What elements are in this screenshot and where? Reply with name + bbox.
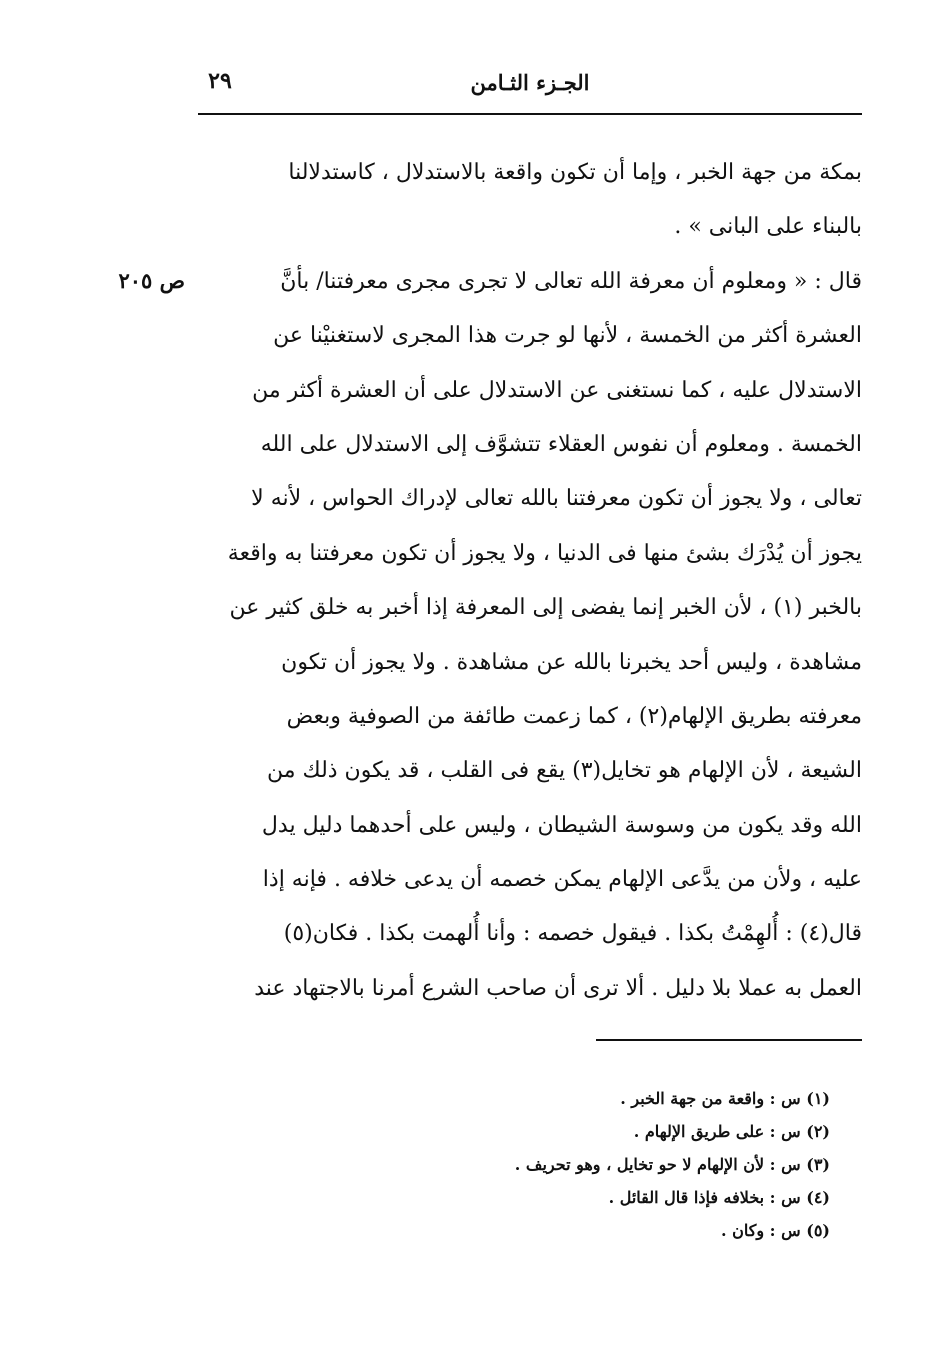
text-line: قال(٤) : أُلهِمْتُ بكذا . فيقول خصمه : وأنا أُلهمت بكذا . فكان(٥) <box>283 921 862 947</box>
text-line: مشاهدة ، وليس أحد يخبرنا بالله عن مشاهدة . ولا يجوز أن تكون <box>281 649 862 675</box>
text-line: بالبناء على البانى » . <box>674 214 862 240</box>
footnote: (٤) س : بخلافه فإذا قال القائل . <box>608 1188 830 1207</box>
text-line: العمل به عملا بلا دليل . ألا ترى أن صاحب الشرع أمرنا بالاجتهاد عند <box>254 975 862 1001</box>
text-line: بمكة من جهة الخبر ، وإما أن تكون واقعة بالاستدلال ، كاستدلالنا <box>288 160 862 185</box>
text-line: الله وقد يكون من وسوسة الشيطان ، وليس على أحدهما دليل يدل <box>261 812 862 838</box>
text-line: الخمسة . ومعلوم أن نفوس العقلاء تتشوَّف إلى الاستدلال على الله <box>260 431 862 457</box>
footnote-rule <box>596 1039 862 1041</box>
text-line: الاستدلال عليه ، كما نستغنى عن الاستدلال على أن العشرة أكثر من <box>252 377 862 403</box>
text-line: بالخبر (١) ، لأن الخبر إنما يفضى إلى المعرفة إذا أخبر به خلق كثير عن <box>229 595 862 621</box>
text-line: عليه ، ولأن من يدَّعى الإلهام يمكن خصمه أن يدعى خلافه . فإنه إذا <box>262 867 862 893</box>
main-text <box>198 146 862 1016</box>
footnote: (٥) س : وكان . <box>721 1221 830 1240</box>
running-title: الجـزء الثـامن <box>470 70 590 95</box>
page-number: ٢٩ <box>208 68 232 94</box>
text-line: قال : « ومعلوم أن معرفة الله تعالى لا تجرى مجرى معرفتنا/ بأنَّ <box>280 268 862 294</box>
header-rule <box>198 113 862 115</box>
text-line: معرفته بطريق الإلهام(٢) ، كما زعمت طائفة من الصوفية وبعض <box>286 703 862 729</box>
text-line: الشيعة ، لأن الإلهام هو تخايل(٣) يقع فى القلب ، قد يكون ذلك من <box>267 758 862 784</box>
footnote: (٢) س : على طريق الإلهام . <box>633 1122 830 1141</box>
footnote: (١) س : واقعة من جهة الخبر . <box>620 1089 830 1108</box>
text-line: تعالى ، ولا يجوز أن تكون معرفتنا بالله تعالى لإدراك الحواس ، لأنه لا <box>251 486 862 512</box>
margin-page-reference: ص ٢٠٥ <box>118 268 185 293</box>
text-line: يجوز أن يُدْرَك بشئ منها فى الدنيا ، ولا يجوز أن تكون معرفتنا به واقعة <box>227 540 862 566</box>
footnote: (٣) س : لأن الإلهام لا حو تخايل ، وهو تحريف . <box>514 1155 830 1174</box>
text-line: العشرة أكثر من الخمسة ، لأنها لو جرت هذا المجرى لاستغنيْنا عن <box>273 323 862 349</box>
footnotes <box>430 1082 830 1247</box>
